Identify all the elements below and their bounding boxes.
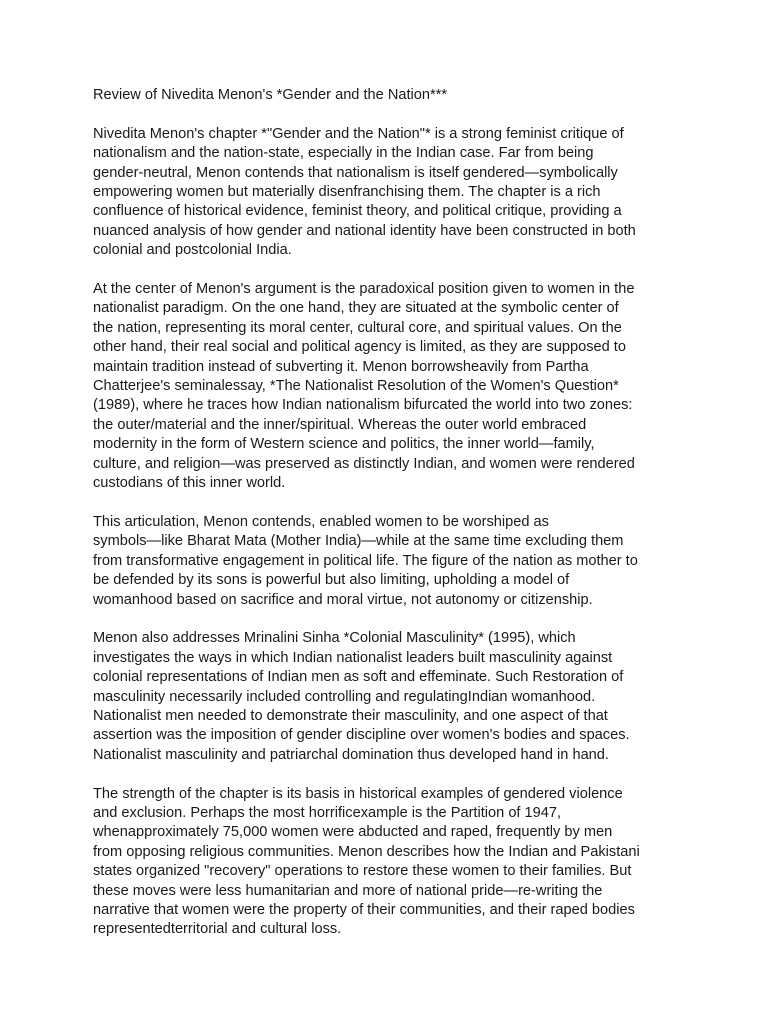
text-line: nationalist paradigm. On the one hand, they are situated at the symbolic center of bbox=[93, 300, 619, 317]
text-line: representedterritorial and cultural loss. bbox=[93, 921, 342, 938]
text-line: confluence of historical evidence, feminist theory, and political critique, providing a bbox=[93, 203, 622, 220]
text-line: colonial and postcolonial India. bbox=[93, 242, 292, 259]
text-line: Menon also addresses Mrinalini Sinha *Colonial Masculinity* (1995), which bbox=[93, 630, 576, 647]
text-line: At the center of Menon's argument is the paradoxical position given to women in the bbox=[93, 281, 635, 298]
text-line: symbols—like Bharat Mata (Mother India)—while at the same time excluding them bbox=[93, 533, 624, 550]
text-line: whenapproximately 75,000 women were abducted and raped, frequently by men bbox=[93, 824, 613, 841]
text-line: gender-neutral, Menon contends that nationalism is itself gendered—symbolically bbox=[93, 164, 618, 181]
text-line: other hand, their real social and political agency is limited, as they are supposed to bbox=[93, 339, 626, 356]
text-line: assertion was the imposition of gender discipline over women's bodies and spaces. bbox=[93, 727, 630, 744]
text-line: modernity in the form of Western science and politics, the inner world—family, bbox=[93, 436, 595, 453]
text-line: Nationalist men needed to demonstrate their masculinity, and one aspect of that bbox=[93, 707, 608, 724]
text-line: masculinity necessarily included controlling and regulatingIndian womanhood. bbox=[93, 688, 596, 705]
text-line: nationalism and the nation-state, especially in the Indian case. Far from being bbox=[93, 145, 594, 162]
text-line: states organized "recovery" operations to restore these women to their families. But bbox=[93, 863, 632, 880]
text-line: womanhood based on sacrifice and moral virtue, not autonomy or citizenship. bbox=[93, 591, 593, 608]
paragraph-intro bbox=[93, 125, 698, 261]
text-line: colonial representations of Indian men as soft and effeminate. Such Restoration of bbox=[93, 669, 624, 686]
text-line: from opposing religious communities. Menon describes how the Indian and Pakistani bbox=[93, 843, 640, 860]
paragraph-masculinity bbox=[93, 629, 698, 765]
text-line: investigates the ways in which Indian nationalist leaders built masculinity against bbox=[93, 649, 613, 666]
paragraph-strength bbox=[93, 785, 698, 940]
text-line: Nationalist masculinity and patriarchal domination thus developed hand in hand. bbox=[93, 746, 609, 763]
document-title: Review of Nivedita Menon's *Gender and the Nation*** bbox=[93, 87, 448, 103]
text-line: these moves were less humanitarian and more of national pride—re-writing the bbox=[93, 882, 603, 899]
text-line: (1989), where he traces how Indian nationalism bifurcated the world into two zones: bbox=[93, 397, 633, 414]
text-line: Chatterjee's seminalessay, *The Nationalist Resolution of the Women's Question* bbox=[93, 378, 619, 395]
paragraph-central-argument bbox=[93, 280, 698, 493]
text-line: empowering women but materially disenfranchising them. The chapter is a rich bbox=[93, 184, 601, 201]
text-line: be defended by its sons is powerful but also limiting, upholding a model of bbox=[93, 572, 570, 589]
text-line: narrative that women were the property of their communities, and their raped bodies bbox=[93, 901, 635, 918]
text-line: The strength of the chapter is its basis in historical examples of gendered violence bbox=[93, 785, 623, 802]
text-line: from transformative engagement in political life. The figure of the nation as mother to bbox=[93, 552, 638, 569]
paragraph-articulation bbox=[93, 513, 698, 610]
text-line: maintain tradition instead of subverting it. Menon borrowsheavily from Partha bbox=[93, 358, 589, 375]
text-line: the outer/material and the inner/spiritual. Whereas the outer world embraced bbox=[93, 416, 587, 433]
text-line: and exclusion. Perhaps the most horrificexample is the Partition of 1947, bbox=[93, 804, 562, 821]
text-line: Nivedita Menon's chapter *"Gender and the Nation"* is a strong feminist critique of bbox=[93, 125, 624, 142]
text-line: nuanced analysis of how gender and national identity have been constructed in both bbox=[93, 222, 636, 239]
text-line: This articulation, Menon contends, enabled women to be worshiped as bbox=[93, 513, 549, 530]
text-line: culture, and religion—was preserved as distinctly Indian, and women were rendered bbox=[93, 455, 635, 472]
text-line: the nation, representing its moral center, cultural core, and spiritual values. On the bbox=[93, 319, 622, 336]
text-line: custodians of this inner world. bbox=[93, 475, 286, 492]
